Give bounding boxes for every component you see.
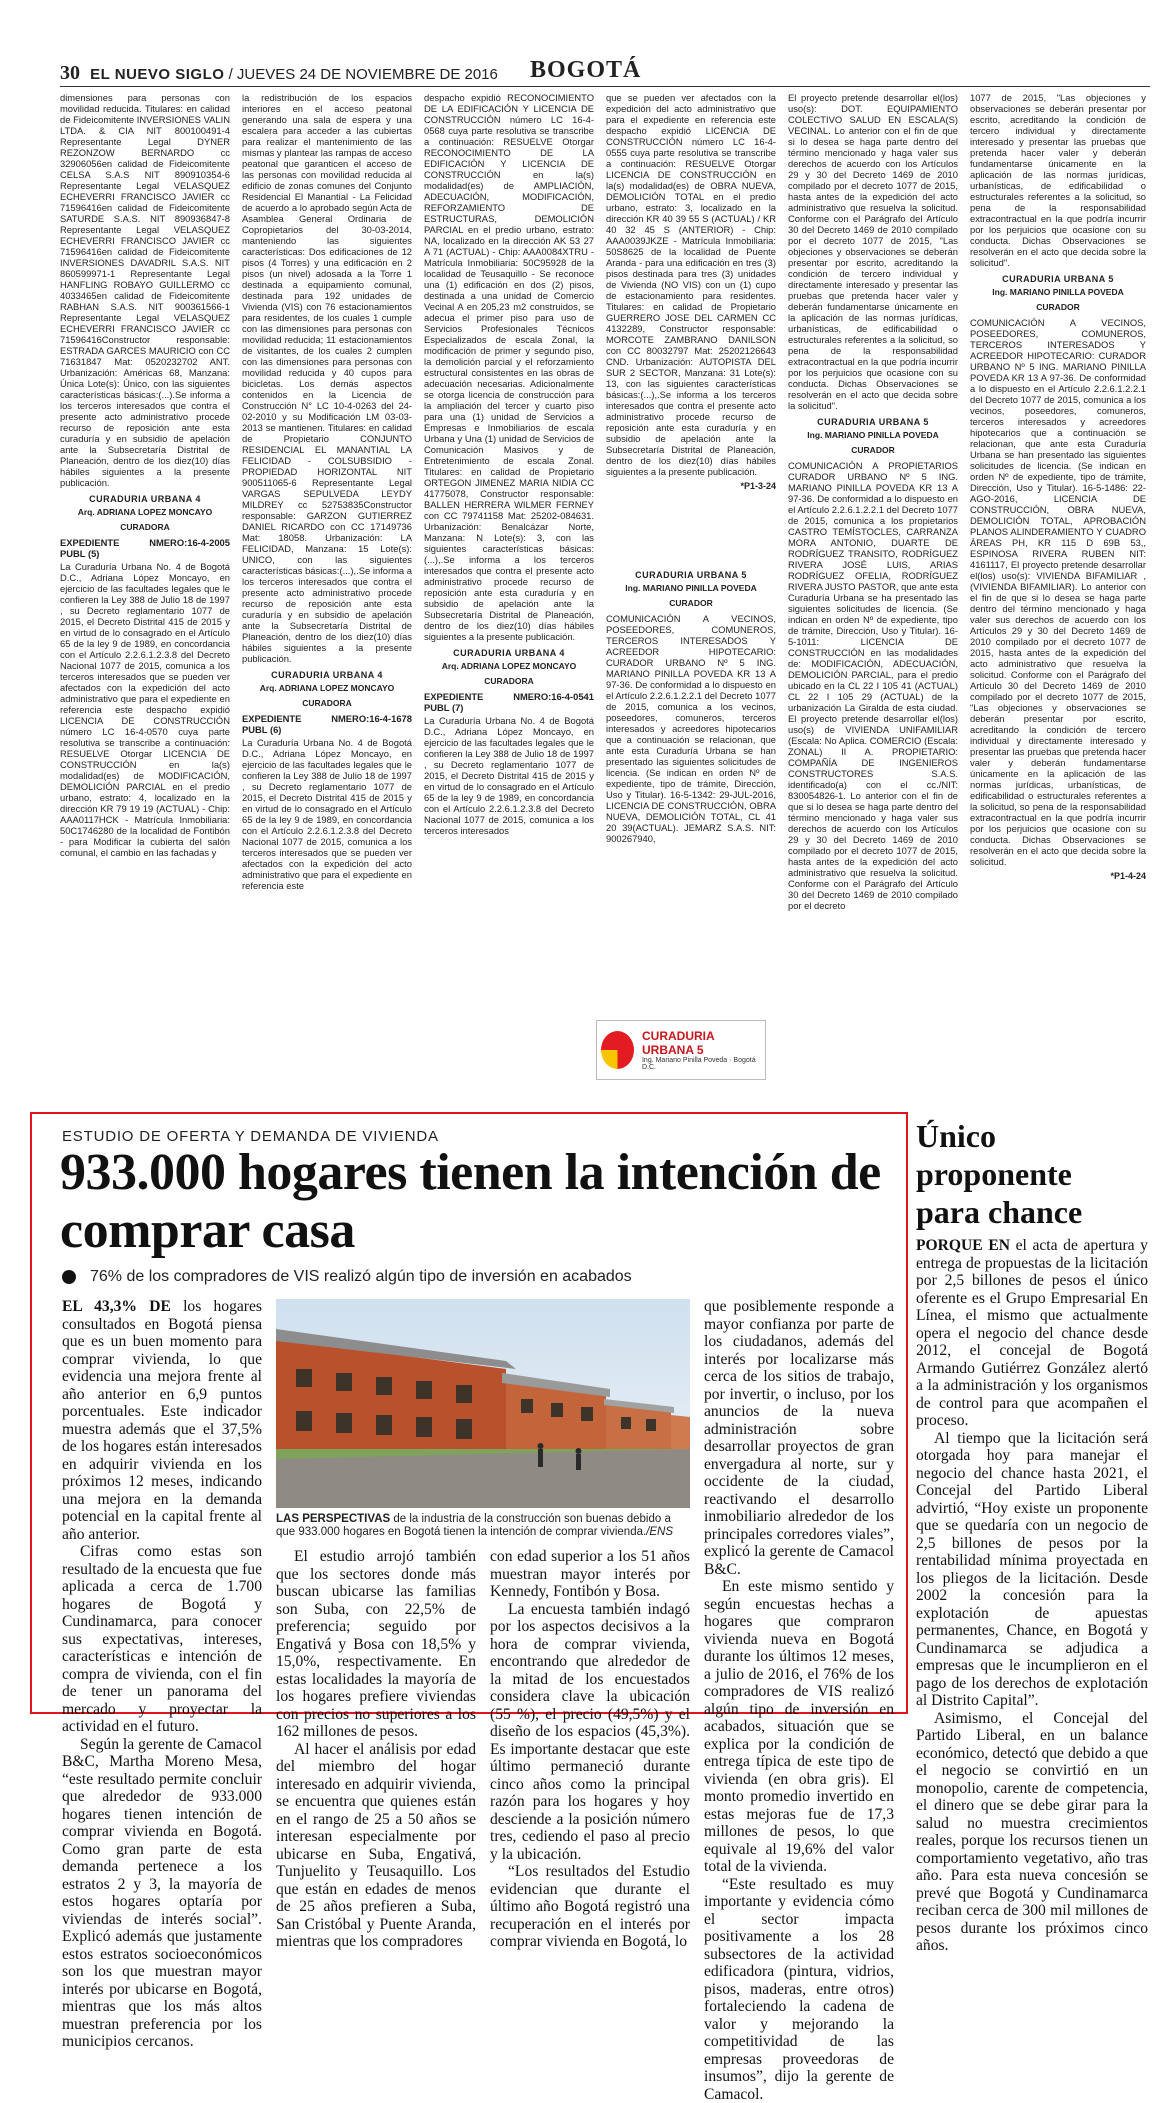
- article-paragraph: Según la gerente de Camacol B&C, Martha Moreno Mesa, “este resultado permite concluir que alrededor de 933.000 hogares tienen intención de comprar vivienda en Bogotá. Como gran parte de esta demanda pertenece a los estratos 2 y 3, la mayoría de estos hogares optaría por viviendas de interés social”. Explicó además que justamente estos estratos socioeconómicos son los que muestran mayor interés por ubicarse en Bogotá, mientras que los más altos muestran preferencia por los municipios cercanos.: [62, 1736, 262, 2051]
- curaduria-emblem-icon: [601, 1031, 634, 1069]
- article-column-3: [490, 1548, 690, 1700]
- notice-text: El proyecto pretende desarrollar el(los) uso(s): DOT. EQUIPAMIENTO COLECTIVO SALUD EN ESCALA(S) VECINAL. Lo anterior con el fin de que si lo desea se haga parte dentro del término mencionado y haga valer sus derechos de acuerdo con los Artículos 29 y 30 del Decreto 1469 de 2010 compilado por el decreto 1077 de 2015, hasta antes de la expedición del acto administrativo que resuelva la solicitud. Conforme con el Parágrafo del Artículo 30 del Decreto 1469 de 2010 compilado por el decreto 1077 de 2015, "Las objeciones y observaciones se deberán presentar por escrito, acreditando la condición de tercero individual y directamente interesado y presentar las pruebas que pretenda hacer valer y deberán fundamentarse únicamente en la aplicación de las normas jurídicas, urbanísticas, de edificabilidad o estructurales referentes a la solicitud, so pena de la responsabilidad extracontractual en la que podría incurrir por los perjuicios que ocasione con su conducta. Dichas Observaciones se resolverán en el acto que decida sobre la solicitud".: [788, 92, 958, 411]
- notice-column-2: [242, 92, 412, 1082]
- notice-column-4: [606, 92, 776, 1082]
- caption-lead: LAS PERSPECTIVAS: [276, 1513, 390, 1525]
- logo-text: [642, 1029, 761, 1071]
- article-paragraph: que posiblemente responde a mayor confianza por parte de los ciudadanos, además del interés por localizarse más cerca de los sitios de trabajo, por invertir, o incluso, por los anuncios de la nueva administración sobre desarrollar proyectos de gran envergadura al norte, sur y occidente de la ciudad, reactivando el desarrollo inmobiliario alrededor de los principales corredores viales”, explicó la gerente de Camacol B&C.: [704, 1298, 894, 1578]
- notice-file-number: EXPEDIENTE NMERO:16-4-2005 PUBL (5): [60, 537, 230, 559]
- notice-text: 1077 de 2015, "Las objeciones y observaciones se deberán presentar por escrito, acreditando la condición de tercero individual y directamente interesado y presentar las pruebas que pretenda hacer valer y deberán fundamentarse únicamente en la aplicación de las normas jurídicas, urbanísticas, de edificabilidad o estructurales referentes a la solicitud, so pena de la responsabilidad extracontractual en la que podría incurrir por los perjuicios que ocasione con su conducta. Dichas Observaciones se resolverán en el acto que decida sobre la solicitud".: [970, 92, 1146, 268]
- notice-publication-code: *P1-3-24: [606, 481, 776, 492]
- notice-publication-code: *P1-4-24: [970, 871, 1146, 882]
- notice-role: CURADORA: [424, 676, 594, 687]
- notice-text: La Curaduría Urbana No. 4 de Bogotá D.C., Adriana López Moncayo, en ejercicio de las facultades legales que le confieren la Ley 388 de Julio 18 de 1997 , su Decreto reglamentario 1077 de 2015, el Decreto Distrital 415 de 2015 y en virtud de lo consagrado en el Artículo 65 de la ley 9 de 1989, en concordancia con el Artículo 2.2.6.1.2.3.8 del Decreto Nacional 1077 de 2015, comunica a los terceros interesados: [424, 715, 594, 836]
- notice-text: que se pueden ver afectados con la expedición del acto administrativo que para el expediente en referencia este despacho expidió LICENCIA DE CONSTRUCCIÓN número LC 16-4-0555 cuya parte resolutiva se transcribe a continuación: RESUELVE Otorgar LICENCIA DE CONSTRUCCIÓN en la(s) modalidad(es) de OBRA NUEVA, DEMOLICIÓN TOTAL en el predio urbano, estrato: 3, localizado en la dirección KR 40 39 55 S (ACTUAL) / KR 40 32 45 S (ANTERIOR) - Chip: AAA0039JKZE - Matrícula Inmobiliaria: 50S8625 de la localidad de Puente Aranda - para una edificación en tres (3) pisos destinada para tres (3) unidades de Vivienda (NO VIS) con un (1) cupo de estacionamiento para residentes. Titulares: en calidad de Propietario GUERRERO JOSE DEL CARMEN CC 4132289, Constructor responsable: MORCOTE ZAMBRANO DANILSON con CC 80032797 Mat: 25202126643 CND. Urbanización: AUTOPISTA DEL SUR 2 SECTOR, Manzana: 31 Lote(s): 13, con las siguientes características básicas:(...),.Se informa a los terceros interesados que contra el presente acto administrativo procede recurso de reposición ante esta curaduría y en subsidio de apelación ante la Subsecretaría Distrital de Planeación, dentro de los diez(10) días hábiles siguientes a la presente publicación.: [606, 92, 776, 477]
- article-paragraph: “Este resultado es muy importante y evidencia cómo el sector impacta positivamente a los 28 subsectores de la actividad edificadora (pintura, vidrios, pisos, maderas, entre otros) fortaleciendo la cadena de valor y mejorando la competitividad de las empresas proveedoras de insumos”, dijo la gerente de Camacol.: [704, 1876, 894, 2103]
- header-rule: [60, 86, 1150, 87]
- logo-subtitle: Ing. Mariano Pinilla Poveda · Bogotá D.C.: [642, 1057, 761, 1071]
- notice-signature: CURADURIA URBANA 4: [60, 494, 230, 505]
- sidebar-paragraph: Asimismo, el Concejal del Partido Liberal, en un balance económico, detectó que debido a que el negocio se convirtió en un monopolio, carente de competencia, el dinero que se debe girar para la salud no muestra crecimientos reales, porque los recursos tienen un comportamiento vegetativo, año tras año. Para esta nueva concesión se prevé que Bogotá y Cundinamarca reciban cerca de 300 mil millones de pesos durante los próximos cinco años.: [916, 1710, 1148, 1955]
- article-paragraph: Cifras como estas son resultado de la encuesta que fue aplicada a cerca de 1.700 hogares de Bogotá y Cundinamarca, para conocer sus expectativas, intereses, características e intención de compra de vivienda, con el fin de tener un panorama del mercado y proyectar la actividad en el futuro.: [62, 1543, 262, 1736]
- notice-text: COMUNICACIÓN A VECINOS, POSEEDORES, COMUNEROS, TERCEROS INTERESADOS Y ACREEDOR HIPOTECARIO: CURADOR URBANO Nº 5 ING. MARIANO PINILLA POVEDA KR 13 A 97-36. De conformidad a lo dispuesto en el Artículo 2.2.6.1.2.2.1 del Decreto 1077 de 2015, comunica a los vecinos, poseedores, comuneros, terceros interesados y acreedores hipotecarios que a continuación se relacionan, que ante esta Curaduría Urbana se han presentado las siguientes solicitudes de licencia. (Se indican en orden Nº de expediente, tipo de trámite, Dirección, Uso y Titular). 16-5-1486: 22-AGO-2016, LICENCIA DE CONSTRUCCIÓN, OBRA NUEVA, DEMOLICIÓN TOTAL, APROBACIÓN PLANOS ALINDERAMIENTO Y CUADRO ÁREAS PH, KR 115 D 69B 53,, ESPINOSA RIVERA RUBEN NIT: 4161117, El proyecto pretende desarrollar el(los) uso(s): VIVIENDA BIFAMILIAR , (VIVIENDA BIFAMILIAR). Lo anterior con el fin de que si lo desea se haga parte dentro del término mencionado y haga valer sus derechos de acuerdo con los Artículos 29 y 30 del Decreto 1469 de 2010 compilado por el decreto 1077 de 2015, hasta antes de la expedición del acto administrativo que resuelva la solicitud. Conforme con el Parágrafo del Artículo 30 del Decreto 1469 de 2010 compilado por el decreto 1077 de 2015, "Las objeciones y observaciones se deberán presentar por escrito, acreditando la condición de tercero individual y directamente interesado y presentar las pruebas que pretenda hacer valer y deberán fundamentarse únicamente en la aplicación de las normas jurídicas, urbanísticas, de edificabilidad o estructurales referentes a la solicitud, so pena de la responsabilidad extracontractual en la que podría incurrir por los perjuicios que ocasione con su conducta. Dichas Observaciones se resolverán en el acto que decida sobre la solicitud.: [970, 317, 1146, 867]
- notice-signatory: Ing. MARIANO PINILLA POVEDA: [788, 430, 958, 441]
- sidebar-paragraph-text: el acta de apertura y entrega de propuestas de la licitación por 2,5 billones de pesos el único oferente es el Grupo Empresarial En Línea, el mismo que actualmente opera el negocio del chance desde 2012, el concejal de Bogotá Armando Gutiérrez González alertó a la administración y los organismos de control para que acompañen el proceso.: [916, 1237, 1148, 1429]
- notice-signatory: Ing. MARIANO PINILLA POVEDA: [606, 583, 776, 594]
- caption-text: de la industria de la construcción son buenas debido a que 933.000 hogares en Bogotá tienen la intención de comprar vivienda.: [276, 1513, 671, 1538]
- article-kicker: ESTUDIO DE OFERTA Y DEMANDA DE VIVIENDA: [62, 1128, 439, 1145]
- notice-signature: CURADURIA URBANA 4: [242, 670, 412, 681]
- notice-signatory: Arq. ADRIANA LOPEZ MONCAYO: [60, 507, 230, 518]
- article-paragraph: La encuesta también indagó por los aspectos decisivos a la hora de comprar vivienda, encontrando que alrededor de la mitad de los encuestados considera clave la ubicación (55 %), el precio (49,5%) y el diseño de los espacios (45,3%). Es importante destacar que este último permaneció durante cinco años como la principal razón para los hogares y hoy desciende a la posición número tres, cediendo el paso al precio y la ubicación.: [490, 1601, 690, 1864]
- notice-role: CURADOR: [788, 445, 958, 456]
- sidebar-paragraph: Al tiempo que la licitación será otorgada hoy para manejar el negocio del chance hasta 2021, el Concejal del Partido Liberal advirtió, “Hoy existe un proponente que se quedaría con un negocio de 2,5 billones de pesos por la rentabilidad mínima proyectada en los pliegos de la licitación. Desde 2002 la concesión para la explotación de apuestas permanentes, Chance, en Bogotá y Cundinamarca se adjudica a empresas que le incumplieron en el pago de los derechos de explotación al Distrito Capital”.: [916, 1430, 1148, 1710]
- article-subheadline: [62, 1268, 632, 1286]
- notice-signature: CURADURIA URBANA 4: [424, 648, 594, 659]
- housing-photo-image: [276, 1299, 690, 1508]
- notice-column-5: [788, 92, 958, 1082]
- bullet-icon: [62, 1270, 76, 1284]
- curaduria-logo: [596, 1020, 766, 1080]
- notice-role: CURADORA: [242, 698, 412, 709]
- page-header: [60, 62, 498, 85]
- notice-column-6: [970, 92, 1146, 1082]
- sidebar-paragraph: [916, 1237, 1148, 1430]
- article-paragraph: “Los resultados del Estudio evidencian que durante el último año Bogotá registró una recuperación en el interés por comprar vivienda en Bogotá, lo: [490, 1863, 690, 1951]
- logo-spacer: [606, 492, 776, 564]
- newspaper-name: EL NUEVO SIGLO: [90, 66, 224, 83]
- logo-title: CURADURIA URBANA 5: [642, 1029, 761, 1057]
- article-paragraph: con edad superior a los 51 años muestran mayor interés por Kennedy, Fontibón y Bosa.: [490, 1548, 690, 1601]
- notice-column-1: [60, 92, 230, 1082]
- article-paragraph: El estudio arrojó también que los sectores donde más buscan ubicarse las familias son Suba, con 22,5% de preferencia; seguido por Engativá y Bosa con 18,5% y 15,0%, respectivamente. En estas localidades la mayoría de los hogares prefiere viviendas con precios no superiores a los 162 millones de pesos.: [276, 1548, 476, 1741]
- page-number: 30: [60, 62, 80, 84]
- article-column-2: [276, 1548, 476, 1700]
- notice-text: La Curaduría Urbana No. 4 de Bogotá D.C., Adriana López Moncayo, en ejercicio de las facultades legales que le confieren la Ley 388 de Julio 18 de 1997 , su Decreto reglamentario 1077 de 2015, el Decreto Distrital 415 de 2015 y en virtud de lo consagrado en el Artículo 65 de la ley 9 de 1989, en concordancia con el Artículo 2.2.6.1.2.3.8 del Decreto Nacional 1077 de 2015, comunica a los terceros interesados que se pueden ver afectados con la expedición del acto administrativo que para el expediente en referencia este: [242, 737, 412, 891]
- article-headline: 933.000 hogares tienen la intención de comprar casa: [60, 1144, 890, 1260]
- issue-date: / JUEVES 24 DE NOVIEMBRE DE 2016: [229, 66, 498, 83]
- article-paragraph-text: los hogares consultados en Bogotá piensa que es un buen momento para comprar vivienda, lo que evidencia una mejora frente al año anterior en 6,9 puntos porcentuales. Este indicador muestra además que el 37,5% de los hogares están interesados en adquirir vivienda en los próximos 12 meses, indicando una mejora en la demanda potencial en la capital frente al año anterior.: [62, 1298, 262, 1543]
- notice-signatory: Arq. ADRIANA LOPEZ MONCAYO: [242, 683, 412, 694]
- notice-role: CURADOR: [970, 302, 1146, 313]
- housing-photo: [276, 1299, 690, 1508]
- caption-credit: /ENS: [646, 1526, 673, 1538]
- notice-text: COMUNICACIÓN A PROPIETARIOS CURADOR URBANO Nº 5 ING. MARIANO PINILLA POVEDA KR 13 A 97-36. De conformidad a lo dispuesto en el Artículo 2.2.6.1.2.2.1 del Decreto 1077 de 2015, comunica a los propietarios CASTRO TEMÍSTOCLES, CARRANZA MORA ANTONIO, DUARTE DE RODRÍGUEZ TRANSITO, RODRÍGUEZ RIVERA JOSÉ LUIS, ARIAS RODRÍGUEZ OFELIA, RODRÍGUEZ RIVERA JUSTO PASTOR, que ante esta Curaduría Urbana se ha presentado las siguientes solicitudes de licencia. (Se indican en orden Nº de expediente, tipo de trámite, Dirección, Uso y Titular). 16-5-1011: LICENCIA DE CONSTRUCCIÓN en las modalidades de: MODIFICACIÓN, ADECUACIÓN, DEMOLICIÓN PARCIAL, para el predio ubicado en la CL 22 I 105 41 (ACTUAL) CL 22 I 105 29 (ACTUAL) de la urbanización La Giralda de esta ciudad. El proyecto pretende desarrollar el(los) uso(s) de VIVIENDA UNIFAMILIAR (Escala: No Aplica. COMERCIO (Escala: ZONAL) II A. PROPIETARIO: COMPAÑÍA DE INGENIEROS CONSTRUCTORES S.A.S. identificado(a) con el cc./NIT: 830054826-1. Lo anterior con el fin de que si lo desea se haga parte dentro del término mencionado y haga valer sus derechos de acuerdo con los Artículos 29 y 30 del Decreto 1469 de 2010 compilado por el decreto 1077 de 2015, hasta antes de la expedición del acto administrativo que resuelva la solicitud. Conforme con el Parágrafo del Artículo 30 del Decreto 1469 de 2010 compilado por el decreto: [788, 460, 958, 911]
- subheadline-text: 76% de los compradores de VIS realizó algún tipo de inversión en acabados: [90, 1268, 632, 1286]
- notice-signature: CURADURIA URBANA 5: [788, 417, 958, 428]
- notice-signature: CURADURIA URBANA 5: [970, 274, 1146, 285]
- article-paragraph: Al hacer el análisis por edad del miembro del hogar interesado en adquirir vivienda, se encuentra que quienes están en el rango de 25 a 50 años se interesan especialmente por ubicarse en Suba, Engativá, Tunjuelito y Teusaquillo. Los que están en edades de menos de 25 años prefieren a Suba, San Cristóbal y Puente Aranda, mientras que los compradores: [276, 1741, 476, 1951]
- notice-text: despacho expidió RECONOCIMIENTO DE LA EDIFICACIÓN Y LICENCIA DE CONSTRUCCIÓN número LC 16-4-0568 cuya parte resolutiva se transcribe a continuación: RESUELVE Otorgar RECONOCIMIENTO DE LA EDIFICACIÓN Y LICENCIA DE CONSTRUCCIÓN en la(s) modalidad(es) de AMPLIACIÓN, ADECUACIÓN, MODIFICACIÓN, REFORZAMIENTO DE ESTRUCTURAS, DEMOLICIÓN PARCIAL en el predio urbano, estrato: NA, localizado en la dirección AK 53 27 A 71 (ACTUAL) - Chip: AAA0084XTRU - Matrícula Inmobiliaria: 50C95928 de la localidad de Teusaquillo - Se reconoce una (1) edificación en dos (2) pisos, destinada a una unidad de Comercio Vecinal A en 205,23 m2 construidos, se adecua el primer piso para uso de Servicios Profesionales Técnicos Especializados de escala Zonal, la modificación de primer y segundo piso, la demolición parcial y el reforzamiento estructural consistentes en las obras de adecuación necesarias. Adicionalmente se otorga licencia de construcción para la ampliación del tercer y cuarto piso para una (1) unidad de Servicios a Empresas e Inmobiliarios de escala Urbana y Una (1) unidad de Servicios de Comunicación Masivos y de Entretenimiento de escala Zonal. Titulares: en calidad de Propietario ORTEGON JIMENEZ MARIA NIDIA CC 41775078, Constructor responsable: BALLEN HERRERA WILMER FERNEY con CC 79741158 Mat: 25202-084631. Urbanización: Benalcázar Norte, Manzana: N Lote(s): 3, con las siguientes características básicas:(...),.Se informa a los terceros interesados que contra el presente acto administrativo procede recurso de reposición ante esta curaduría y en subsidio de apelación ante la Subsecretaría Distrital de Planeación, dentro de los diez(10) días hábiles siguientes a la presente publicación.: [424, 92, 594, 642]
- notice-file-number: EXPEDIENTE NMERO:16-4-1678 PUBL (6): [242, 713, 412, 735]
- notice-text: dimensiones para personas con movilidad reducida. Titulares: en calidad de Fideicomitente INVERSIONES VALIN LTDA. & CIA NIT 800100491-4 Representante Legal DYNER REZONZOW BERNARDO cc 32906056en calidad de Fideicomitente CELSA S.A.S NIT 890910354-6 Representante Legal VELASQUEZ ECHEVERRI FRANCISCO JAVIER cc 71596416en calidad de Fideicomitente SATURDE S.A.S. NIT 890936847-8 Representante Legal VELASQUEZ ECHEVERRI FRANCISCO JAVIER cc 71596416en calidad de Fideicomitente INVERSIONES DAVADRIL S.A.S. NIT 860599971-1 Representante Legal HANFLING ROBAYO GUILLERMO cc 4033465en calidad de Fideicomitente RABHAN S.A.S. NIT 900361566-1 Representante Legal VELASQUEZ ECHEVERRI FRANCISCO JAVIER cc 71596416Constructor responsable: ESTRADA GARCES MAURICIO con CC 71631847 Mat: 0520232702 ANT. Urbanización: Américas 68, Manzana: Única Lote(s): Único, con las siguientes características básicas:(...).Se informa a los terceros interesados que contra el presente acto administrativo procede recurso de reposición ante esta curaduría y en subsidio de apelación ante la Subsecretaría Distrital de Planeación, dentro de los diez(10) días hábiles siguientes a la presente publicación.: [60, 92, 230, 488]
- notice-role: CURADORA: [60, 522, 230, 533]
- sidebar-headline: Único proponente para chance: [916, 1117, 1136, 1231]
- notice-file-number: EXPEDIENTE NMERO:16-4-0541 PUBL (7): [424, 691, 594, 713]
- notice-text: la redistribución de los espacios interiores en el acceso peatonal generando una sala de espera y una escalera para acceder a las cubiertas para realizar el mantenimiento de las mismas y plantear las rampas de acceso peatonal que garanticen el acceso de las personas con movilidad reducida al edificio de zonas comunes del Conjunto Residencial El Manantial - La Felicidad de acuerdo a lo aprobado según Acta de Asamblea General Ordinaria de Copropietarios del 30-03-2014, manteniendo las siguientes características: Dos edificaciones de 12 pisos (4 Torres) y una edificación en 2 pisos (un nivel) adosada a la Torre 1 destinada a equipamiento comunal, destinada para 192 unidades de Vivienda (VIS) con 76 estacionamientos para residentes, de los cuales 1 cumple con las dimensiones para personas con movilidad reducida; 11 estacionamientos de visitantes, de los cuales 2 cumplen con las dimensiones para personas con movilidad reducida y 40 cupos para bicicletas. Los demás aspectos contenidos en la Licencia de Construcción N° LC 10-4-0263 del 24-02-2010 y su Modificación LM 03-03-2013 se mantienen. Titulares: en calidad de Propietario CONJUNTO RESIDENCIAL EL MANANTIAL LA FELICIDAD - COLSUBSIDIO - PROPIEDAD HORIZONTAL NIT 900511065-6 Representante Legal VARGAS SEPULVEDA LEYDY MILDREY cc 52753835Constructor responsable: GARZON GUTIERREZ DANIEL RICARDO con CC 17149736 Mat: 18058. Urbanización: LA FELICIDAD, Manzana: 15 Lote(s): UNICO, con las siguientes características básicas:(...),.Se informa a los terceros interesados que contra el presente acto administrativo procede recurso de reposición ante esta curaduría y en subsidio de apelación ante la Subsecretaría Distrital de Planeación, dentro de los diez(10) días hábiles siguientes a la presente publicación.: [242, 92, 412, 664]
- photo-caption: [276, 1513, 690, 1539]
- article-paragraph: En este mismo sentido y según encuestas hechas a hogares que compraron vivienda nueva en Bogotá durante los últimos 12 meses, a julio de 2016, el 76% de los compradores de VIS realizó algún tipo de inversión en acabados, situación que se explica por la condición de entrega típica de este tipo de vivienda (en obra gris). El monto promedio invertido en estas mejoras fue de 17,3 millones de pesos, lo que equivale al 19,6% del valor total de la vivienda.: [704, 1578, 894, 1876]
- article-paragraph: [62, 1298, 262, 1543]
- notice-role: CURADOR: [606, 598, 776, 609]
- article-column-4: [704, 1298, 894, 1700]
- article-lead-in: EL 43,3% DE: [62, 1298, 171, 1315]
- notice-signatory: Ing. MARIANO PINILLA POVEDA: [970, 287, 1146, 298]
- notice-column-3: [424, 92, 594, 1082]
- sidebar-story: [916, 1237, 1148, 1707]
- notice-text: La Curaduría Urbana No. 4 de Bogotá D.C., Adriana López Moncayo, en ejercicio de las facultades legales que le confieren la Ley 388 de Julio 18 de 1997 , su Decreto reglamentario 1077 de 2015, el Decreto Distrital 415 de 2015 y en virtud de lo consagrado en el Artículo 65 de la ley 9 de 1989, en concordancia con el Artículo 2.2.6.1.2.3.8 del Decreto Nacional 1077 de 2015, comunica a los terceros interesados que se pueden ver afectados con la expedición del acto administrativo que para el expediente en referencia este despacho expidió LICENCIA DE CONSTRUCCIÓN número LC 16-4-0570 cuya parte resolutiva se transcribe a continuación: RESUELVE Otorgar LICENCIA DE CONSTRUCCIÓN en la(s) modalidad(es) de MODIFICACIÓN, DEMOLICIÓN PARCIAL en el predio urbano, estrato: 4, localizado en la dirección KR 79 19 19 (ACTUAL) - Chip: AAA0117HCK - Matrícula Inmobiliaria: 50C1746280 de la localidad de Fontibón - para Modificar la cubierta del salón comunal, el cambio en las fachadas y: [60, 561, 230, 858]
- legal-notices: [60, 92, 1150, 1092]
- sidebar-lead-in: PORQUE EN: [916, 1237, 1010, 1254]
- notice-text: COMUNICACIÓN A VECINOS, POSEEDORES, COMUNEROS, TERCEROS INTERESADOS Y ACREEDOR HIPOTECARIO: CURADOR URBANO Nº 5 ING. MARIANO PINILLA POVEDA KR 13 A 97-36. De conformidad a lo dispuesto en el Artículo 2.2.6.1.2.2.1 del Decreto 1077 de 2015, comunica a los vecinos, poseedores, comuneros, terceros interesados y acreedores hipotecarios que a continuación se relacionan, que ante esta Curaduría Urbana se han presentado las siguientes solicitudes de licencia. (Se indican en orden Nº de expediente, tipo de trámite, Dirección, Uso y Titular). 16-5-1342: 29-JUL-2016, LICENCIA DE CONSTRUCCIÓN, OBRA NUEVA, DEMOLICIÓN TOTAL, CL 41 20 39(ACTUAL). JEMARZ S.A.S. NIT: 900267940,: [606, 613, 776, 844]
- notice-signature: CURADURIA URBANA 5: [606, 570, 776, 581]
- section-title: BOGOTÁ: [530, 57, 641, 84]
- article-column-1: [62, 1298, 262, 1700]
- notice-signatory: Arq. ADRIANA LOPEZ MONCAYO: [424, 661, 594, 672]
